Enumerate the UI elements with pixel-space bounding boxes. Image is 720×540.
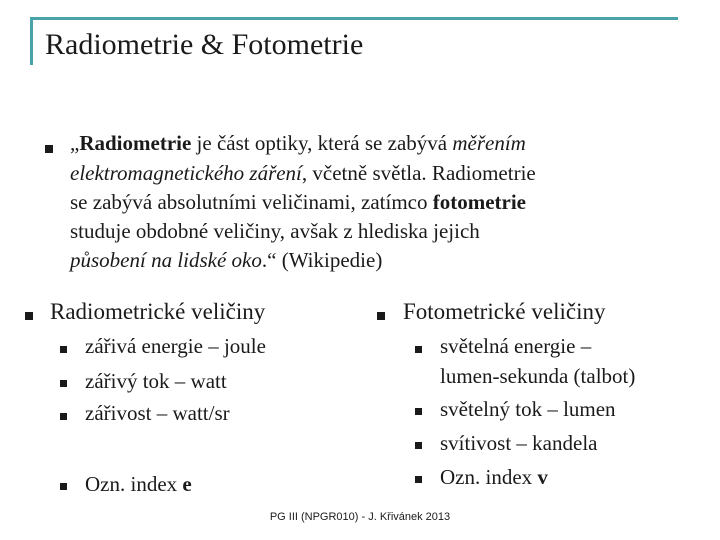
bullet-photometric xyxy=(377,312,385,320)
quote-text: studuje obdobné veličiny, avšak z hlediska jejich xyxy=(70,219,480,243)
index-label: Ozn. index xyxy=(85,472,183,496)
radiometric-item-1: zářivá energie – joule xyxy=(85,334,266,358)
quote-source: .“ (Wikipedie) xyxy=(261,248,383,272)
bullet-radiometric xyxy=(25,312,33,320)
quote-line-2 xyxy=(70,158,536,188)
quote-text-italic: měřením xyxy=(452,131,526,155)
bullet-pho-index xyxy=(415,476,422,483)
bullet-pho-3 xyxy=(415,442,422,449)
photometric-item-3: svítivost – kandela xyxy=(440,431,598,455)
quote-text-italic: elektromagnetického záření xyxy=(70,161,302,185)
bullet-pho-2 xyxy=(415,408,422,415)
index-label: Ozn. index xyxy=(440,465,538,489)
bullet-rad-index xyxy=(60,483,67,490)
photometric-heading: Fotometrické veličiny xyxy=(403,299,606,324)
index-value: v xyxy=(537,465,548,489)
quote-text: se zabývá absolutními veličinami, zatímco xyxy=(70,190,433,214)
radiometric-item-2: zářivý tok – watt xyxy=(85,369,227,393)
quote-line-5 xyxy=(70,245,382,275)
quote-line-1 xyxy=(70,128,526,158)
footer: PG III (NPGR010) - J. Křivánek 2013 xyxy=(269,511,451,523)
radiometric-item-3: zářivost – watt/sr xyxy=(85,401,230,425)
index-value: e xyxy=(182,472,192,496)
radiometric-heading: Radiometrické veličiny xyxy=(50,299,266,324)
quote-text-italic: působení na lidské oko xyxy=(70,248,262,272)
quote-line-4 xyxy=(70,216,480,246)
quote-fotometrie: fotometrie xyxy=(432,190,527,214)
quote-radiometrie: Radiometrie xyxy=(79,131,192,155)
quote-open: „ xyxy=(70,131,80,155)
bullet-rad-3 xyxy=(60,413,67,420)
quote-line-3 xyxy=(70,187,526,217)
quote-text: je část optiky, která se zabývá xyxy=(191,131,453,155)
photometric-item-2: světelný tok – lumen xyxy=(440,397,616,421)
bullet-quote xyxy=(45,145,53,153)
bullet-rad-2 xyxy=(60,380,67,387)
quote-text: , včetně světla. Radiometrie xyxy=(301,161,536,185)
photometric-index xyxy=(440,462,548,492)
title-frame-top xyxy=(30,17,678,20)
title-frame-left xyxy=(30,17,33,65)
photometric-item-1-line-2: lumen-sekunda (talbot) xyxy=(440,364,636,388)
radiometric-index xyxy=(85,469,192,499)
bullet-pho-1 xyxy=(415,346,422,353)
bullet-rad-1 xyxy=(60,346,67,353)
slide-title: Radiometrie & Fotometrie xyxy=(45,28,364,61)
photometric-item-1-line-1: světelná energie – xyxy=(440,334,592,358)
